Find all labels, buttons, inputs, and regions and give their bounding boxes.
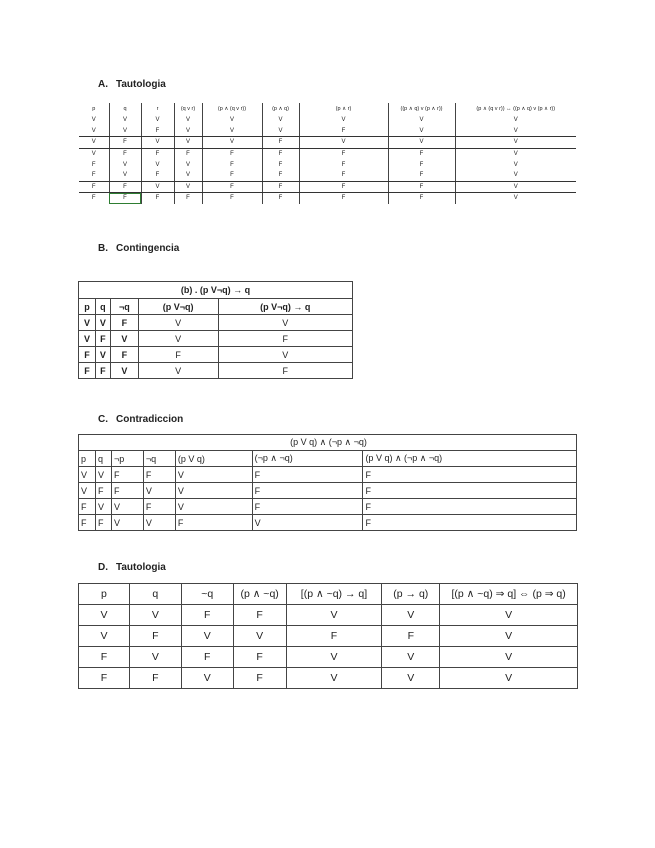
- table-cell: F: [262, 148, 299, 159]
- table-cell: V: [95, 467, 111, 483]
- table-cell: F: [79, 363, 96, 379]
- table-cell: V: [382, 668, 440, 689]
- header-row: [79, 103, 576, 115]
- table-cell: V: [440, 626, 578, 647]
- table-b-caption: (b) . (p V¬q) → q: [79, 282, 353, 299]
- header-row: [79, 299, 353, 315]
- table-cell: V: [455, 126, 576, 137]
- section-b-letter: B.: [98, 243, 108, 254]
- table-cell: V: [455, 181, 576, 193]
- header-cell: (p ∧ r): [299, 103, 388, 115]
- header-cell: [(p ∧ ~q) ⇒ q] ⇔ (p ⇒ q): [440, 584, 578, 605]
- table-cell: F: [233, 647, 286, 668]
- header-cell: ¬q: [143, 451, 175, 467]
- table-cell: F: [388, 193, 455, 204]
- table-cell: F: [138, 347, 218, 363]
- table-cell: V: [79, 626, 130, 647]
- table-row: [79, 515, 577, 531]
- table-row: [79, 170, 576, 181]
- table-row: [79, 315, 353, 331]
- header-cell: q: [109, 103, 141, 115]
- table-cell: F: [299, 170, 388, 181]
- table-cell: F: [109, 193, 141, 204]
- table-cell: F: [143, 467, 175, 483]
- table-cell: F: [286, 626, 382, 647]
- header-cell: ~q: [181, 584, 233, 605]
- table-cell: V: [138, 331, 218, 347]
- table-cell: F: [143, 499, 175, 515]
- table-cell: F: [79, 499, 96, 515]
- header-cell: (p ∧ q): [262, 103, 299, 115]
- table-cell: V: [455, 148, 576, 159]
- table-cell: V: [79, 483, 96, 499]
- section-b-title: Contingencia: [116, 243, 180, 254]
- table-cell: F: [202, 170, 262, 181]
- table-cell: V: [109, 159, 141, 170]
- header-cell: (q v r): [174, 103, 202, 115]
- header-cell: (p → q): [382, 584, 440, 605]
- table-cell: F: [91, 195, 96, 202]
- table-cell: V: [174, 137, 202, 149]
- table-cell: V: [174, 170, 202, 181]
- table-cell: V: [109, 115, 141, 126]
- table-cell: F: [299, 193, 388, 204]
- table-cell: V: [95, 347, 110, 363]
- truth-table-d: [78, 583, 578, 689]
- table-cell: V: [138, 363, 218, 379]
- table-cell: V: [110, 331, 138, 347]
- header-cell: q: [95, 451, 111, 467]
- table-cell: V: [175, 467, 252, 483]
- table-cell: F: [79, 668, 130, 689]
- table-cell: F: [233, 605, 286, 626]
- table-cell: V: [79, 467, 96, 483]
- table-cell: F: [299, 181, 388, 193]
- table-row: [79, 126, 576, 137]
- table-cell: V: [143, 515, 175, 531]
- table-cell: V: [233, 626, 286, 647]
- header-row: [79, 584, 578, 605]
- table-row: [79, 483, 577, 499]
- table-cell: F: [202, 181, 262, 193]
- table-cell: V: [202, 115, 262, 126]
- table-cell: F: [110, 315, 138, 331]
- table-cell: V: [440, 668, 578, 689]
- table-cell: F: [141, 148, 174, 159]
- table-cell: V: [79, 126, 109, 137]
- table-cell: F: [110, 347, 138, 363]
- section-d-heading: [98, 562, 166, 573]
- header-cell: r: [141, 103, 174, 115]
- table-cell: F: [233, 668, 286, 689]
- header-cell: (¬p ∧ ¬q): [252, 451, 363, 467]
- table-cell: F: [382, 626, 440, 647]
- table-row: [79, 499, 577, 515]
- table-cell: V: [79, 331, 96, 347]
- header-cell: (p V¬q): [138, 299, 218, 315]
- table-cell: V: [141, 115, 174, 126]
- section-d-title: Tautologia: [116, 562, 166, 573]
- header-cell: p: [79, 451, 96, 467]
- header-cell: q: [129, 584, 181, 605]
- table-row: [79, 331, 353, 347]
- table-row: [79, 115, 576, 126]
- table-cell: F: [141, 170, 174, 181]
- header-cell: (p ∧ ~q): [233, 584, 286, 605]
- table-cell: F: [181, 605, 233, 626]
- table-cell: V: [440, 605, 578, 626]
- table-cell: F: [202, 193, 262, 204]
- table-cell: F: [109, 181, 141, 193]
- header-cell: p: [92, 106, 96, 112]
- table-row: [79, 668, 578, 689]
- table-cell: F: [174, 193, 202, 204]
- table-row: [79, 347, 353, 363]
- table-cell: V: [174, 126, 202, 137]
- table-row: [79, 467, 577, 483]
- table-cell: F: [262, 170, 299, 181]
- table-row: [79, 626, 578, 647]
- section-a-heading: [98, 79, 166, 90]
- table-cell: F: [363, 515, 577, 531]
- section-a-letter: A.: [98, 79, 108, 90]
- table-cell: V: [455, 159, 576, 170]
- section-b-heading: [98, 243, 179, 254]
- table-cell: V: [455, 193, 576, 204]
- section-c-heading: [98, 414, 183, 425]
- table-cell: V: [218, 315, 353, 331]
- table-cell: V: [382, 605, 440, 626]
- header-cell: (p ∧ (q v r)): [202, 103, 262, 115]
- table-row: [79, 148, 576, 159]
- table-cell: F: [141, 193, 174, 204]
- table-cell: F: [363, 467, 577, 483]
- table-cell: F: [174, 148, 202, 159]
- table-cell: V: [252, 515, 363, 531]
- table-cell: F: [111, 483, 143, 499]
- table-cell: V: [91, 117, 96, 124]
- table-cell: V: [79, 605, 130, 626]
- table-cell: F: [79, 170, 109, 181]
- table-cell: V: [138, 315, 218, 331]
- table-cell: F: [95, 483, 111, 499]
- table-cell: V: [175, 499, 252, 515]
- table-cell: V: [262, 115, 299, 126]
- table-cell: V: [299, 137, 388, 149]
- table-cell: F: [79, 181, 109, 193]
- table-cell: F: [388, 170, 455, 181]
- table-cell: V: [109, 170, 141, 181]
- table-cell: F: [141, 126, 174, 137]
- table-cell: V: [388, 126, 455, 137]
- table-cell: V: [141, 137, 174, 149]
- table-cell: V: [202, 126, 262, 137]
- table-c-caption: (p V q) ∧ (¬p ∧ ¬q): [79, 435, 577, 451]
- header-cell: p: [79, 299, 96, 315]
- table-cell: F: [299, 126, 388, 137]
- table-cell: F: [252, 499, 363, 515]
- section-c-title: Contradiccion: [116, 414, 184, 425]
- table-cell: F: [79, 647, 130, 668]
- table-row: [79, 137, 576, 149]
- table-cell: F: [202, 148, 262, 159]
- table-cell: V: [175, 483, 252, 499]
- header-cell: (p V q) ∧ (¬p ∧ ¬q): [363, 451, 577, 467]
- table-cell: V: [455, 137, 576, 149]
- table-cell: V: [79, 137, 109, 149]
- table-row: [79, 159, 576, 170]
- table-cell: F: [95, 363, 110, 379]
- table-cell: V: [129, 605, 181, 626]
- table-cell: V: [95, 315, 110, 331]
- table-cell: F: [129, 626, 181, 647]
- header-cell: ¬q: [110, 299, 138, 315]
- table-cell: F: [262, 159, 299, 170]
- table-cell: V: [95, 499, 111, 515]
- table-cell: F: [388, 148, 455, 159]
- table-cell: V: [286, 668, 382, 689]
- table-cell: F: [262, 181, 299, 193]
- table-cell: F: [95, 331, 110, 347]
- header-cell: q: [95, 299, 110, 315]
- section-d-letter: D.: [98, 562, 108, 573]
- table-cell: F: [202, 159, 262, 170]
- table-row: [79, 647, 578, 668]
- header-cell: (p V¬q) → q: [218, 299, 353, 315]
- header-cell: [(p ∧ ~q) → q]: [286, 584, 382, 605]
- table-cell: V: [141, 159, 174, 170]
- table-cell: V: [262, 126, 299, 137]
- truth-table-c: [78, 434, 577, 531]
- table-row: [79, 193, 576, 204]
- table-cell: V: [218, 347, 353, 363]
- header-cell: ((p ∧ q) v (p ∧ r)): [388, 103, 455, 115]
- section-c-letter: C.: [98, 414, 108, 425]
- header-cell: p: [79, 584, 130, 605]
- table-cell: V: [91, 151, 96, 158]
- table-cell: F: [91, 161, 96, 168]
- table-cell: V: [202, 137, 262, 149]
- table-cell: V: [388, 137, 455, 149]
- table-cell: F: [111, 467, 143, 483]
- header-row: [79, 451, 577, 467]
- table-cell: V: [79, 315, 96, 331]
- table-cell: V: [382, 647, 440, 668]
- table-cell: V: [181, 668, 233, 689]
- table-cell: F: [129, 668, 181, 689]
- table-cell: F: [262, 137, 299, 149]
- header-cell: (p V q): [175, 451, 252, 467]
- table-cell: V: [141, 181, 174, 193]
- table-row: [79, 181, 576, 193]
- table-cell: F: [218, 363, 353, 379]
- table-cell: V: [111, 499, 143, 515]
- table-cell: F: [79, 515, 96, 531]
- header-cell: (p ∧ (q v r)) ↔ ((p ∧ q) v (p ∧ r)): [455, 103, 576, 115]
- table-row: [79, 605, 578, 626]
- table-cell: V: [181, 626, 233, 647]
- table-cell: V: [455, 115, 576, 126]
- table-cell: V: [174, 115, 202, 126]
- table-cell: F: [252, 467, 363, 483]
- table-cell: F: [109, 148, 141, 159]
- truth-table-b: [78, 281, 353, 379]
- table-cell: F: [218, 331, 353, 347]
- table-cell: V: [111, 515, 143, 531]
- table-cell: F: [388, 181, 455, 193]
- table-cell: V: [129, 647, 181, 668]
- table-cell: F: [363, 483, 577, 499]
- header-cell: ¬p: [111, 451, 143, 467]
- table-cell: F: [299, 159, 388, 170]
- table-cell: F: [252, 483, 363, 499]
- table-cell: F: [299, 148, 388, 159]
- table-cell: V: [110, 363, 138, 379]
- table-cell: V: [455, 170, 576, 181]
- section-a-title: Tautologia: [116, 79, 166, 90]
- table-cell: V: [388, 115, 455, 126]
- table-cell: F: [181, 647, 233, 668]
- table-cell: F: [175, 515, 252, 531]
- table-cell: V: [143, 483, 175, 499]
- table-cell: V: [286, 647, 382, 668]
- truth-table-a: [79, 103, 576, 204]
- table-cell: F: [109, 137, 141, 149]
- table-cell: F: [262, 193, 299, 204]
- table-cell: F: [363, 499, 577, 515]
- table-cell: F: [388, 159, 455, 170]
- table-cell: F: [95, 515, 111, 531]
- table-row: [79, 363, 353, 379]
- table-cell: V: [174, 159, 202, 170]
- table-cell: V: [299, 115, 388, 126]
- table-cell: V: [109, 126, 141, 137]
- table-cell: V: [286, 605, 382, 626]
- table-cell: F: [79, 347, 96, 363]
- table-cell: V: [174, 181, 202, 193]
- table-cell: V: [440, 647, 578, 668]
